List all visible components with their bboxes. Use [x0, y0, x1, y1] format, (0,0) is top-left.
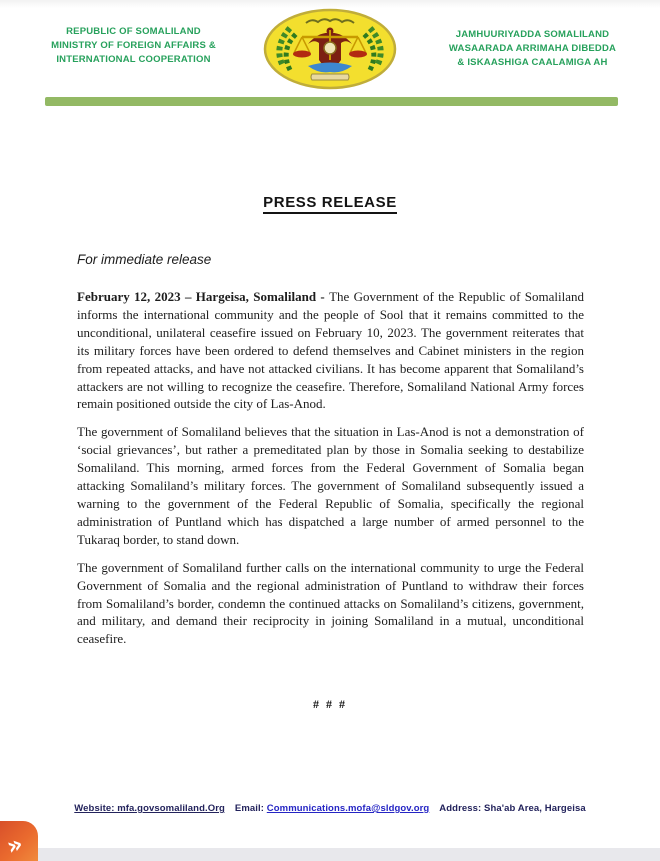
letterhead-english: [36, 25, 231, 67]
email-link[interactable]: Communications.mofa@sldgov.org: [266, 803, 430, 814]
immediate-release-line: For immediate release: [77, 252, 212, 267]
dateline: February 12, 2023 – Hargeisa, Somaliland -: [77, 289, 330, 304]
website-link[interactable]: Website: mfa.govsomaliland.Org: [74, 803, 225, 814]
expand-button[interactable]: [0, 821, 38, 861]
end-mark: # # #: [313, 697, 347, 711]
body-paragraph: [77, 559, 584, 649]
double-chevron-right-icon: »: [3, 829, 27, 861]
body-paragraph: [77, 288, 584, 413]
letterhead-line: WASAARADA ARRIMAHA DIBEDDA: [448, 43, 617, 54]
paragraph-text: The government of Somaliland further calls on the international community to urge the Federal Government of Somalia and the regional administration of Puntland to withdraw their forces from Somaliland’s border, condemn the continued attacks on Somaliland’s citizens, government, and military, and demand their reciprocity in joining Somaliland in a mutual, unconditional ceasefire.: [77, 559, 584, 647]
bottom-bar: [0, 848, 660, 861]
letterhead-line: & ISKAASHIGA CAALAMIGA AH: [457, 57, 608, 68]
letterhead-line: REPUBLIC OF SOMALILAND: [66, 26, 201, 37]
letterhead-somali: [435, 28, 630, 70]
somaliland-emblem-icon: [262, 8, 398, 90]
press-release-title: PRESS RELEASE: [263, 194, 397, 214]
footer-contact-line: [0, 803, 660, 814]
paragraph-text: The Government of the Republic of Somaliland informs the international community and the people of Sool that it remains committed to the unconditional, unilateral ceasefire issued on February 10, 2023. The government reiterates that its military forces have been ordered to defend themselves and Cabinet ministers in the region from repeated attacks, and have not attacked civilians. It has become apparent that Somaliland’s attackers are not willing to recognize the ceasefire. Therefore, Somaliland National Army forces remain positioned outside the city of Las-Anod.: [77, 289, 585, 412]
letterhead-line: INTERNATIONAL COOPERATION: [56, 54, 211, 65]
press-release-body: [77, 288, 584, 658]
paragraph-text: The government of Somaliland believes that the situation in Las-Anod is not a demonstration of ‘social grievances’, but rather a premeditated plan by those in Somalia seeking to destabilize Somaliland. This morning, armed forces from the Federal Government of Somalia began attacking Somaliland’s military forces. The government of Somaliland subsequently issued a warning to the government of the Federal Republic of Somalia, specifically the regional administration of Puntland which has dispatched a large number of armed personnel to the Tukaraq border, to stand down.: [77, 424, 584, 547]
letterhead-line: MINISTRY OF FOREIGN AFFAIRS &: [51, 40, 216, 51]
page-title: [0, 194, 660, 214]
letterhead-line: JAMHUURIYADDA SOMALILAND: [455, 29, 610, 40]
email-label: Email:: [234, 803, 265, 814]
body-paragraph: [77, 423, 584, 548]
header-divider: [45, 97, 618, 106]
address-text: Address: Sha'ab Area, Hargeisa: [439, 803, 586, 814]
